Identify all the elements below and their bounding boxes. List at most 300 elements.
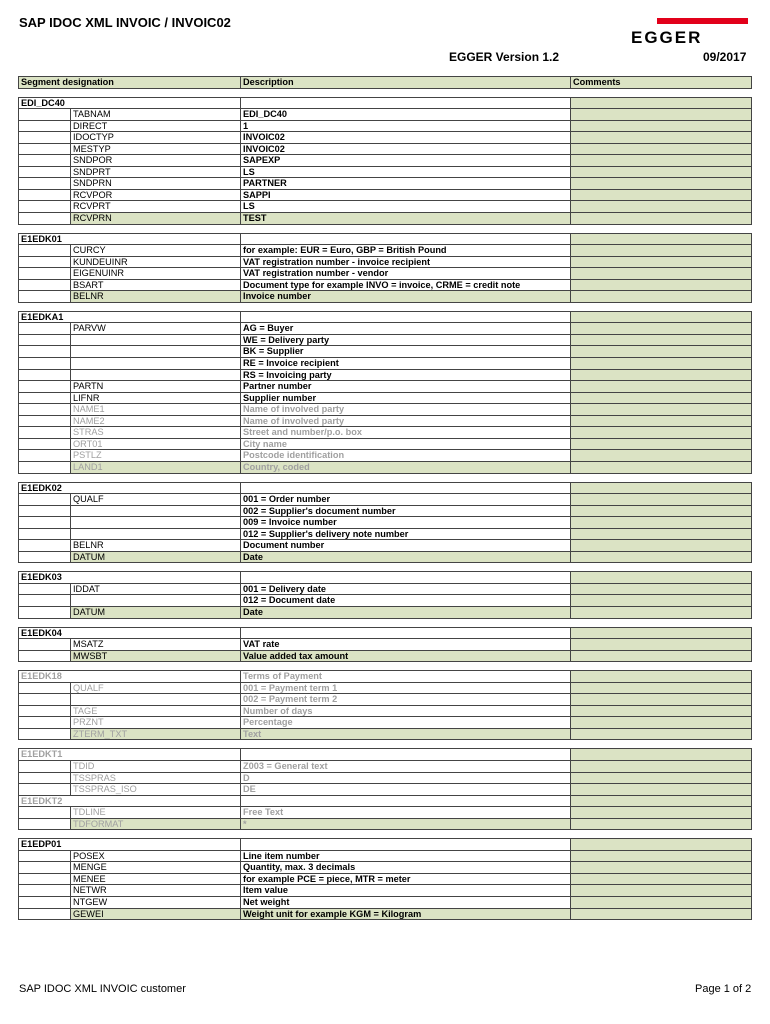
- comment-cell: [571, 461, 752, 473]
- field-description: 002 = Payment term 2: [241, 694, 571, 706]
- field-name: QUALF: [71, 494, 241, 506]
- field-description: Name of involved party: [241, 404, 571, 416]
- segment-name: E1EDK02: [19, 482, 241, 494]
- field-name: TDID: [71, 760, 241, 772]
- field-name: NAME1: [71, 404, 241, 416]
- field-description: City name: [241, 438, 571, 450]
- field-name: RCVPRN: [71, 213, 241, 225]
- field-name: [71, 346, 241, 358]
- column-header-description: Description: [241, 77, 571, 89]
- comment-cell: [571, 291, 752, 303]
- spacer-row: [19, 662, 752, 671]
- table-row: [19, 595, 752, 607]
- field-description: VAT rate: [241, 639, 571, 651]
- spacer-cell: [19, 740, 752, 749]
- segment-indent: [19, 155, 71, 167]
- comment-cell: [571, 97, 752, 109]
- table-row: [19, 438, 752, 450]
- field-name: IDOCTYP: [71, 132, 241, 144]
- field-description: EDI_DC40: [241, 109, 571, 121]
- field-name: RCVPRT: [71, 201, 241, 213]
- comment-cell: [571, 143, 752, 155]
- comment-cell: [571, 772, 752, 784]
- segment-name: E1EDK03: [19, 572, 241, 584]
- comment-cell: [571, 885, 752, 897]
- segment-indent: [19, 728, 71, 740]
- field-description: LS: [241, 201, 571, 213]
- segment-indent: [19, 279, 71, 291]
- field-description: Free Text: [241, 807, 571, 819]
- segment-name: E1EDK04: [19, 627, 241, 639]
- segment-indent: [19, 392, 71, 404]
- field-description: 001 = Payment term 1: [241, 682, 571, 694]
- field-description: Postcode identification: [241, 450, 571, 462]
- segment-indent: [19, 862, 71, 874]
- segment-indent: [19, 450, 71, 462]
- field-name: KUNDEUINR: [71, 256, 241, 268]
- field-description: 001 = Delivery date: [241, 583, 571, 595]
- comment-cell: [571, 908, 752, 920]
- segment-indent: [19, 201, 71, 213]
- comment-cell: [571, 450, 752, 462]
- segment-row: [19, 671, 752, 683]
- field-name: NAME2: [71, 415, 241, 427]
- segment-indent: [19, 268, 71, 280]
- version-label: EGGER Version 1.2: [449, 50, 560, 64]
- comment-cell: [571, 109, 752, 121]
- table-row: [19, 178, 752, 190]
- table-row: [19, 323, 752, 335]
- segment-indent: [19, 178, 71, 190]
- spacer-row: [19, 88, 752, 97]
- segment-indent: [19, 369, 71, 381]
- comment-cell: [571, 540, 752, 552]
- field-description: TEST: [241, 213, 571, 225]
- table-row: [19, 404, 752, 416]
- segment-indent: [19, 885, 71, 897]
- field-name: LIFNR: [71, 392, 241, 404]
- comment-cell: [571, 606, 752, 618]
- table-row: [19, 268, 752, 280]
- field-name: TSSPRAS_ISO: [71, 784, 241, 796]
- field-name: TDLINE: [71, 807, 241, 819]
- comment-cell: [571, 358, 752, 370]
- comment-cell: [571, 482, 752, 494]
- segment-indent: [19, 323, 71, 335]
- comment-cell: [571, 245, 752, 257]
- comment-cell: [571, 392, 752, 404]
- comment-cell: [571, 505, 752, 517]
- segment-indent: [19, 583, 71, 595]
- segment-row: [19, 627, 752, 639]
- table-row: [19, 682, 752, 694]
- field-name: BELNR: [71, 540, 241, 552]
- segment-indent: [19, 358, 71, 370]
- field-description: Date: [241, 551, 571, 563]
- field-description: Line item number: [241, 850, 571, 862]
- spacer-row: [19, 224, 752, 233]
- table-row: [19, 245, 752, 257]
- spacer-row: [19, 618, 752, 627]
- field-name: DATUM: [71, 606, 241, 618]
- logo-wordmark: EGGER: [631, 28, 703, 47]
- table-row: [19, 505, 752, 517]
- field-description: LS: [241, 166, 571, 178]
- field-description: Terms of Payment: [241, 671, 571, 683]
- segment-indent: [19, 189, 71, 201]
- table-row: [19, 291, 752, 303]
- field-description: for example PCE = piece, MTR = meter: [241, 873, 571, 885]
- segment-indent: [19, 705, 71, 717]
- field-description: Name of involved party: [241, 415, 571, 427]
- segment-row: [19, 795, 752, 807]
- footer-page-number: Page 1 of 2: [695, 983, 752, 995]
- table-row: [19, 862, 752, 874]
- table-row: [19, 540, 752, 552]
- segment-indent: [19, 505, 71, 517]
- table-row: [19, 818, 752, 830]
- comment-cell: [571, 595, 752, 607]
- comment-cell: [571, 807, 752, 819]
- table-row: [19, 358, 752, 370]
- field-name: TABNAM: [71, 109, 241, 121]
- table-row: [19, 650, 752, 662]
- comment-cell: [571, 572, 752, 584]
- table-row: [19, 381, 752, 393]
- segment-indent: [19, 807, 71, 819]
- table-row: [19, 885, 752, 897]
- segment-indent: [19, 291, 71, 303]
- comment-cell: [571, 839, 752, 851]
- segment-name: E1EDKA1: [19, 311, 241, 323]
- comment-cell: [571, 897, 752, 909]
- segment-indent: [19, 256, 71, 268]
- segment-name: E1EDK01: [19, 233, 241, 245]
- spacer-row: [19, 830, 752, 839]
- segment-indent: [19, 427, 71, 439]
- comment-cell: [571, 795, 752, 807]
- field-name: QUALF: [71, 682, 241, 694]
- table-row: [19, 728, 752, 740]
- table-row: [19, 415, 752, 427]
- segment-row: [19, 482, 752, 494]
- field-description: Text: [241, 728, 571, 740]
- table-row: [19, 461, 752, 473]
- field-description: Net weight: [241, 897, 571, 909]
- field-description: 001 = Order number: [241, 494, 571, 506]
- field-description: AG = Buyer: [241, 323, 571, 335]
- field-name: TSSPRAS: [71, 772, 241, 784]
- segment-name: E1EDKT1: [19, 749, 241, 761]
- comment-cell: [571, 784, 752, 796]
- comment-cell: [571, 178, 752, 190]
- field-name: POSEX: [71, 850, 241, 862]
- field-description: [241, 482, 571, 494]
- spacer-row: [19, 302, 752, 311]
- segment-row: [19, 572, 752, 584]
- field-description: INVOIC02: [241, 143, 571, 155]
- segment-indent: [19, 494, 71, 506]
- segment-indent: [19, 461, 71, 473]
- field-description: Document number: [241, 540, 571, 552]
- field-description: Invoice number: [241, 291, 571, 303]
- field-name: PARVW: [71, 323, 241, 335]
- field-description: BK = Supplier: [241, 346, 571, 358]
- field-description: [241, 572, 571, 584]
- table-row: [19, 717, 752, 729]
- field-name: TAGE: [71, 705, 241, 717]
- field-name: SNDPRT: [71, 166, 241, 178]
- table-row: [19, 639, 752, 651]
- comment-cell: [571, 381, 752, 393]
- spacer-cell: [19, 224, 752, 233]
- field-description: Quantity, max. 3 decimals: [241, 862, 571, 874]
- column-header-segment: Segment designation: [19, 77, 241, 89]
- comment-cell: [571, 213, 752, 225]
- field-name: [71, 369, 241, 381]
- field-name: [71, 517, 241, 529]
- comment-cell: [571, 323, 752, 335]
- table-row: [19, 120, 752, 132]
- field-name: DATUM: [71, 551, 241, 563]
- segment-name: EDI_DC40: [19, 97, 241, 109]
- field-description: WE = Delivery party: [241, 334, 571, 346]
- segment-row: [19, 97, 752, 109]
- field-description: Value added tax amount: [241, 650, 571, 662]
- field-description: RE = Invoice recipient: [241, 358, 571, 370]
- comment-cell: [571, 233, 752, 245]
- table-row: [19, 450, 752, 462]
- segment-indent: [19, 334, 71, 346]
- comment-cell: [571, 551, 752, 563]
- spacer-cell: [19, 302, 752, 311]
- table-row: [19, 897, 752, 909]
- segment-indent: [19, 381, 71, 393]
- table-header-row: [19, 77, 752, 89]
- segment-row: [19, 749, 752, 761]
- field-description: *: [241, 818, 571, 830]
- field-name: NETWR: [71, 885, 241, 897]
- segment-name: E1EDKT2: [19, 795, 241, 807]
- spacer-cell: [19, 563, 752, 572]
- segment-indent: [19, 897, 71, 909]
- field-description: 012 = Document date: [241, 595, 571, 607]
- comment-cell: [571, 201, 752, 213]
- field-description: Z003 = General text: [241, 760, 571, 772]
- field-description: Partner number: [241, 381, 571, 393]
- segment-name: E1EDP01: [19, 839, 241, 851]
- field-description: 002 = Supplier's document number: [241, 505, 571, 517]
- field-description: [241, 749, 571, 761]
- segment-indent: [19, 166, 71, 178]
- segment-indent: [19, 517, 71, 529]
- segment-indent: [19, 850, 71, 862]
- field-description: Number of days: [241, 705, 571, 717]
- document-title: SAP IDOC XML INVOIC / INVOIC02: [19, 15, 231, 30]
- comment-cell: [571, 132, 752, 144]
- field-name: [71, 358, 241, 370]
- segment-indent: [19, 873, 71, 885]
- table-row: [19, 143, 752, 155]
- segment-indent: [19, 551, 71, 563]
- table-row: [19, 201, 752, 213]
- table-row: [19, 606, 752, 618]
- comment-cell: [571, 717, 752, 729]
- segment-indent: [19, 772, 71, 784]
- comment-cell: [571, 427, 752, 439]
- segment-indent: [19, 415, 71, 427]
- comment-cell: [571, 268, 752, 280]
- field-description: Item value: [241, 885, 571, 897]
- segment-indent: [19, 784, 71, 796]
- field-description: [241, 233, 571, 245]
- table-row: [19, 494, 752, 506]
- field-description: 012 = Supplier's delivery note number: [241, 528, 571, 540]
- table-row: [19, 705, 752, 717]
- segment-name: E1EDK18: [19, 671, 241, 683]
- spacer-row: [19, 473, 752, 482]
- comment-cell: [571, 438, 752, 450]
- field-name: PRZNT: [71, 717, 241, 729]
- segment-table: [18, 76, 752, 920]
- field-description: [241, 311, 571, 323]
- field-name: [71, 595, 241, 607]
- segment-indent: [19, 245, 71, 257]
- field-name: MSATZ: [71, 639, 241, 651]
- table-row: [19, 908, 752, 920]
- segment-indent: [19, 528, 71, 540]
- comment-cell: [571, 256, 752, 268]
- field-description: DE: [241, 784, 571, 796]
- table-row: [19, 583, 752, 595]
- comment-cell: [571, 818, 752, 830]
- document-date: 09/2017: [703, 50, 747, 64]
- comment-cell: [571, 166, 752, 178]
- field-description: Country, coded: [241, 461, 571, 473]
- field-description: Weight unit for example KGM = Kilogram: [241, 908, 571, 920]
- table-row: [19, 346, 752, 358]
- table-row: [19, 392, 752, 404]
- segment-indent: [19, 540, 71, 552]
- segment-indent: [19, 595, 71, 607]
- comment-cell: [571, 120, 752, 132]
- segment-indent: [19, 694, 71, 706]
- comment-cell: [571, 850, 752, 862]
- field-name: EIGENUINR: [71, 268, 241, 280]
- comment-cell: [571, 639, 752, 651]
- spacer-cell: [19, 618, 752, 627]
- field-description: Street and number/p.o. box: [241, 427, 571, 439]
- field-name: DIRECT: [71, 120, 241, 132]
- table-row: [19, 189, 752, 201]
- comment-cell: [571, 415, 752, 427]
- field-name: NTGEW: [71, 897, 241, 909]
- footer-document-name: SAP IDOC XML INVOIC customer: [19, 983, 186, 995]
- spacer-cell: [19, 662, 752, 671]
- spacer-row: [19, 740, 752, 749]
- field-name: [71, 528, 241, 540]
- comment-cell: [571, 494, 752, 506]
- field-name: SNDPRN: [71, 178, 241, 190]
- segment-indent: [19, 404, 71, 416]
- comment-cell: [571, 749, 752, 761]
- comment-cell: [571, 369, 752, 381]
- table-row: [19, 517, 752, 529]
- table-row: [19, 528, 752, 540]
- table-row: [19, 694, 752, 706]
- comment-cell: [571, 728, 752, 740]
- comment-cell: [571, 583, 752, 595]
- table-row: [19, 369, 752, 381]
- field-name: RCVPOR: [71, 189, 241, 201]
- field-description: for example: EUR = Euro, GBP = British Pound: [241, 245, 571, 257]
- segment-indent: [19, 818, 71, 830]
- field-description: SAPPI: [241, 189, 571, 201]
- field-description: [241, 839, 571, 851]
- comment-cell: [571, 155, 752, 167]
- field-name: MENGE: [71, 862, 241, 874]
- field-name: SNDPOR: [71, 155, 241, 167]
- table-row: [19, 807, 752, 819]
- comment-cell: [571, 862, 752, 874]
- field-description: INVOIC02: [241, 132, 571, 144]
- field-description: Date: [241, 606, 571, 618]
- column-header-comments: Comments: [571, 77, 752, 89]
- comment-cell: [571, 873, 752, 885]
- comment-cell: [571, 671, 752, 683]
- field-description: 1: [241, 120, 571, 132]
- table-row: [19, 551, 752, 563]
- comment-cell: [571, 279, 752, 291]
- segment-indent: [19, 760, 71, 772]
- table-row: [19, 427, 752, 439]
- comment-cell: [571, 311, 752, 323]
- comment-cell: [571, 705, 752, 717]
- table-row: [19, 772, 752, 784]
- field-description: [241, 627, 571, 639]
- table-row: [19, 873, 752, 885]
- table-row: [19, 850, 752, 862]
- table-row: [19, 784, 752, 796]
- comment-cell: [571, 627, 752, 639]
- field-description: VAT registration number - vendor: [241, 268, 571, 280]
- logo-red-bar: [657, 18, 748, 24]
- comment-cell: [571, 517, 752, 529]
- comment-cell: [571, 650, 752, 662]
- field-name: STRAS: [71, 427, 241, 439]
- field-name: MESTYP: [71, 143, 241, 155]
- segment-indent: [19, 606, 71, 618]
- segment-indent: [19, 717, 71, 729]
- comment-cell: [571, 760, 752, 772]
- segment-indent: [19, 132, 71, 144]
- table-row: [19, 132, 752, 144]
- field-name: TDFORMAT: [71, 818, 241, 830]
- field-description: SAPEXP: [241, 155, 571, 167]
- table-row: [19, 213, 752, 225]
- field-description: 009 = Invoice number: [241, 517, 571, 529]
- field-name: [71, 694, 241, 706]
- table-row: [19, 760, 752, 772]
- spacer-cell: [19, 473, 752, 482]
- table-row: [19, 279, 752, 291]
- field-name: MENEE: [71, 873, 241, 885]
- segment-row: [19, 311, 752, 323]
- spacer-cell: [19, 88, 752, 97]
- field-name: GEWEI: [71, 908, 241, 920]
- segment-indent: [19, 109, 71, 121]
- table-row: [19, 109, 752, 121]
